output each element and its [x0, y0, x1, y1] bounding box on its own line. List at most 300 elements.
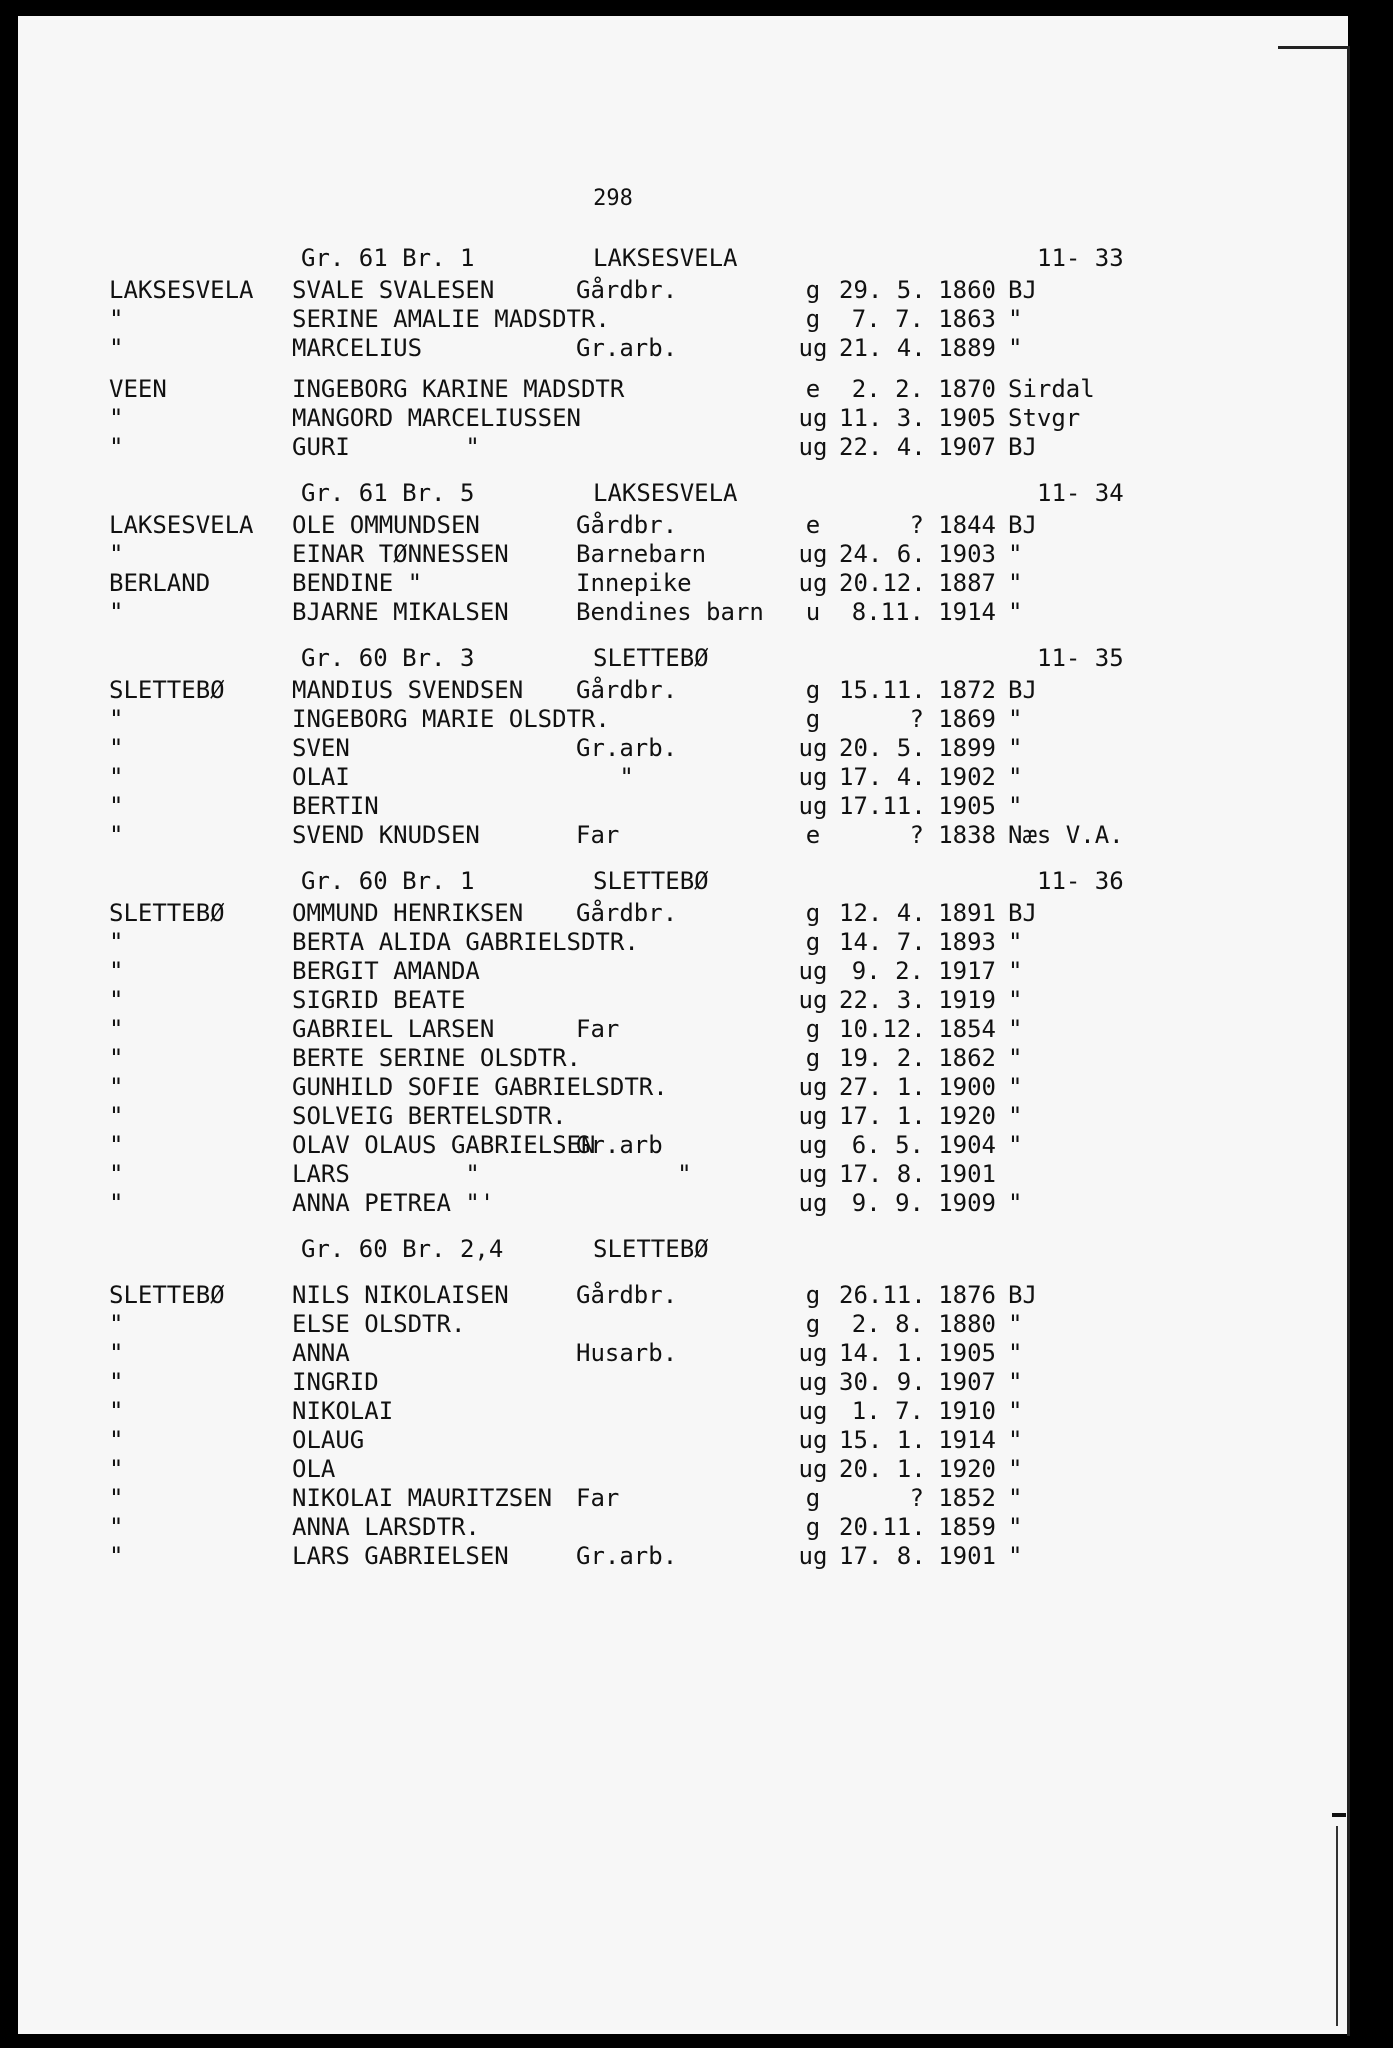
status-cell: e: [805, 821, 821, 849]
record-code: 11- 33: [1037, 244, 1124, 272]
status-cell: ug: [798, 763, 828, 791]
farm-cell: ": [109, 598, 124, 626]
name-cell: ELSE OLSDTR.: [292, 1310, 466, 1338]
status-cell: ug: [798, 734, 828, 762]
role-cell: Barnebarn: [576, 540, 707, 568]
farm-cell: ": [109, 1015, 124, 1043]
year-cell: 1887: [938, 569, 996, 597]
date-cell: 14. 1.: [839, 1339, 926, 1367]
name-cell: MANDIUS SVENDSEN: [292, 676, 524, 704]
status-cell: ug: [798, 1073, 828, 1101]
farm-cell: ": [109, 705, 124, 733]
date-cell: 9. 9.: [851, 1189, 924, 1217]
status-cell: g: [805, 276, 821, 304]
role-cell: Bendines barn: [576, 598, 764, 626]
role-cell: Far: [576, 821, 620, 849]
section-header: [18, 1235, 1348, 1264]
name-cell: BERGIT AMANDA: [292, 957, 480, 985]
name-cell: ANNA LARSDTR.: [292, 1513, 480, 1541]
date-cell: ?: [909, 821, 924, 849]
table-row: [18, 1426, 1348, 1455]
year-cell: 1905: [938, 792, 996, 820]
name-cell: OMMUND HENRIKSEN: [292, 899, 524, 927]
year-cell: 1880: [938, 1310, 996, 1338]
register-content: [18, 244, 1348, 1588]
table-row: [18, 899, 1348, 928]
name-cell: GURI ": [292, 433, 480, 461]
name-cell: LARS ": [292, 1160, 480, 1188]
status-cell: g: [805, 1484, 821, 1512]
section-header: [18, 644, 1348, 673]
role-cell: Gr.arb.: [576, 1542, 678, 1570]
birthplace-cell: ": [1008, 1189, 1023, 1217]
status-cell: ug: [798, 1397, 828, 1425]
status-cell: g: [805, 899, 821, 927]
birthplace-cell: BJ: [1008, 676, 1037, 704]
farm-cell: ": [109, 1484, 124, 1512]
date-cell: 9. 2.: [851, 957, 924, 985]
name-cell: LARS GABRIELSEN: [292, 1542, 509, 1570]
year-cell: 1893: [938, 928, 996, 956]
birthplace-cell: Næs V.A.: [1008, 821, 1124, 849]
table-row: [18, 511, 1348, 540]
table-row: [18, 305, 1348, 334]
group-number: Gr. 61 Br. 1: [301, 244, 475, 272]
birthplace-cell: ": [1008, 1044, 1023, 1072]
birthplace-cell: ": [1008, 986, 1023, 1014]
date-cell: 20.12.: [839, 569, 926, 597]
date-cell: ?: [909, 705, 924, 733]
table-row: [18, 276, 1348, 305]
place-name: LAKSESVELA: [593, 244, 738, 272]
page-border-inner: [1336, 1826, 1338, 2026]
farm-cell: ": [109, 734, 124, 762]
role-cell: Gr.arb.: [576, 734, 678, 762]
date-cell: 20.11.: [839, 1513, 926, 1541]
farm-cell: ": [109, 928, 124, 956]
table-row: [18, 1513, 1348, 1542]
name-cell: INGEBORG MARIE OLSDTR.: [292, 705, 610, 733]
farm-cell: ": [109, 792, 124, 820]
year-cell: 1899: [938, 734, 996, 762]
status-cell: ug: [798, 1160, 828, 1188]
birthplace-cell: ": [1008, 1513, 1023, 1541]
group-number: Gr. 60 Br. 3: [301, 644, 475, 672]
date-cell: 20. 5.: [839, 734, 926, 762]
farm-cell: ": [109, 1513, 124, 1541]
table-row: [18, 569, 1348, 598]
role-cell: Far: [576, 1484, 620, 1512]
status-cell: ug: [798, 1102, 828, 1130]
role-cell: [576, 1397, 787, 1426]
date-cell: 7. 7.: [851, 305, 924, 333]
birthplace-cell: ": [1008, 957, 1023, 985]
name-cell: MANGORD MARCELIUSSEN: [292, 404, 581, 432]
name-cell: SVEND KNUDSEN: [292, 821, 480, 849]
birthplace-cell: ": [1008, 792, 1023, 820]
birthplace-cell: BJ: [1008, 433, 1037, 461]
birthplace-cell: ": [1008, 1310, 1023, 1338]
role-cell: [576, 1310, 787, 1339]
farm-cell: ": [109, 763, 124, 791]
year-cell: 1901: [938, 1542, 996, 1570]
name-cell: SVALE SVALESEN: [292, 276, 495, 304]
table-row: [18, 598, 1348, 627]
farm-cell: ": [109, 1310, 124, 1338]
birthplace-cell: BJ: [1008, 1281, 1037, 1309]
date-cell: 24. 6.: [839, 540, 926, 568]
status-cell: ug: [798, 957, 828, 985]
table-row: [18, 986, 1348, 1015]
date-cell: 17. 4.: [839, 763, 926, 791]
year-cell: 1859: [938, 1513, 996, 1541]
birthplace-cell: ": [1008, 1426, 1023, 1454]
name-cell: SVEN: [292, 734, 350, 762]
date-cell: 15.11.: [839, 676, 926, 704]
household-section: [18, 479, 1348, 627]
household-section: [18, 244, 1348, 462]
year-cell: 1903: [938, 540, 996, 568]
role-cell: Gr.arb.: [576, 334, 678, 362]
place-name: SLETTEBØ: [593, 644, 709, 672]
status-cell: g: [805, 305, 821, 333]
table-row: [18, 1368, 1348, 1397]
farm-cell: ": [109, 433, 124, 461]
table-row: [18, 1310, 1348, 1339]
year-cell: 1852: [938, 1484, 996, 1512]
date-cell: ?: [909, 511, 924, 539]
page-border-top: [1278, 46, 1350, 49]
record-code: 11- 35: [1037, 644, 1124, 672]
year-cell: 1863: [938, 305, 996, 333]
table-row: [18, 676, 1348, 705]
table-row: [18, 1542, 1348, 1571]
name-cell: GABRIEL LARSEN: [292, 1015, 495, 1043]
name-cell: OLAI: [292, 763, 350, 791]
status-cell: ug: [798, 1339, 828, 1367]
farm-cell: ": [109, 1102, 124, 1130]
name-cell: INGRID: [292, 1368, 379, 1396]
date-cell: 10.12.: [839, 1015, 926, 1043]
birthplace-cell: ": [1008, 1131, 1023, 1159]
birthplace-cell: BJ: [1008, 899, 1037, 927]
status-cell: u: [805, 598, 821, 626]
status-cell: ug: [798, 1426, 828, 1454]
name-cell: ANNA PETREA "': [292, 1189, 495, 1217]
table-row: [18, 1189, 1348, 1218]
role-cell: Gårdbr.: [576, 1281, 678, 1309]
farm-cell: ": [109, 1189, 124, 1217]
name-cell: NILS NIKOLAISEN: [292, 1281, 509, 1309]
date-cell: 11. 3.: [839, 404, 926, 432]
role-cell: [576, 375, 787, 404]
farm-cell: ": [109, 1426, 124, 1454]
date-cell: 17. 8.: [839, 1542, 926, 1570]
year-cell: 1917: [938, 957, 996, 985]
table-row: [18, 1484, 1348, 1513]
table-row: [18, 1015, 1348, 1044]
status-cell: g: [805, 1310, 821, 1338]
role-cell: [576, 792, 787, 821]
year-cell: 1904: [938, 1131, 996, 1159]
farm-cell: SLETTEBØ: [109, 899, 225, 927]
year-cell: 1907: [938, 433, 996, 461]
name-cell: OLA: [292, 1455, 336, 1483]
birthplace-cell: ": [1008, 598, 1023, 626]
date-cell: 12. 4.: [839, 899, 926, 927]
role-cell: [576, 1102, 787, 1131]
year-cell: 1914: [938, 598, 996, 626]
role-cell: Husarb.: [576, 1339, 678, 1367]
table-row: [18, 1131, 1348, 1160]
year-cell: 1854: [938, 1015, 996, 1043]
date-cell: 22. 3.: [839, 986, 926, 1014]
table-row: [18, 734, 1348, 763]
role-cell: Gårdbr.: [576, 676, 678, 704]
date-cell: 17. 1.: [839, 1102, 926, 1130]
status-cell: ug: [798, 986, 828, 1014]
birthplace-cell: ": [1008, 1542, 1023, 1570]
year-cell: 1862: [938, 1044, 996, 1072]
date-cell: 14. 7.: [839, 928, 926, 956]
status-cell: g: [805, 676, 821, 704]
role-cell: [576, 986, 787, 1015]
table-row: [18, 1397, 1348, 1426]
birthplace-cell: ": [1008, 763, 1023, 791]
status-cell: e: [805, 511, 821, 539]
role-cell: [576, 1455, 787, 1484]
group-number: Gr. 60 Br. 2,4: [301, 1235, 504, 1263]
year-cell: 1901: [938, 1160, 996, 1188]
role-cell: ": [576, 1160, 692, 1188]
birthplace-cell: ": [1008, 1015, 1023, 1043]
role-cell: [576, 1073, 787, 1102]
year-cell: 1909: [938, 1189, 996, 1217]
status-cell: ug: [798, 404, 828, 432]
date-cell: 6. 5.: [851, 1131, 924, 1159]
farm-cell: ": [109, 1339, 124, 1367]
year-cell: 1907: [938, 1368, 996, 1396]
farm-cell: ": [109, 821, 124, 849]
table-row: [18, 821, 1348, 850]
date-cell: 19. 2.: [839, 1044, 926, 1072]
page-number: 298: [593, 186, 633, 211]
date-cell: 20. 1.: [839, 1455, 926, 1483]
farm-cell: ": [109, 986, 124, 1014]
farm-cell: SLETTEBØ: [109, 1281, 225, 1309]
status-cell: ug: [798, 540, 828, 568]
table-row: [18, 1339, 1348, 1368]
role-cell: [576, 305, 787, 334]
table-row: [18, 1073, 1348, 1102]
table-row: [18, 1102, 1348, 1131]
role-cell: [576, 1513, 787, 1542]
group-number: Gr. 60 Br. 1: [301, 867, 475, 895]
farm-cell: ": [109, 305, 124, 333]
status-cell: ug: [798, 1542, 828, 1570]
year-cell: 1869: [938, 705, 996, 733]
year-cell: 1844: [938, 511, 996, 539]
name-cell: MARCELIUS: [292, 334, 423, 362]
name-cell: BERTA ALIDA GABRIELSDTR.: [292, 928, 639, 956]
birthplace-cell: ": [1008, 928, 1023, 956]
role-cell: [576, 1368, 787, 1397]
date-cell: ?: [909, 1484, 924, 1512]
name-cell: EINAR TØNNESSEN: [292, 540, 509, 568]
birthplace-cell: Stvgr: [1008, 404, 1081, 432]
name-cell: SERINE AMALIE MADSDTR.: [292, 305, 610, 333]
date-cell: 2. 8.: [851, 1310, 924, 1338]
status-cell: ug: [798, 433, 828, 461]
farm-cell: LAKSESVELA: [109, 276, 254, 304]
role-cell: [576, 928, 787, 957]
status-cell: ug: [798, 569, 828, 597]
name-cell: BERTE SERINE OLSDTR.: [292, 1044, 581, 1072]
farm-cell: ": [109, 404, 124, 432]
table-row: [18, 763, 1348, 792]
role-cell: [576, 1189, 787, 1218]
date-cell: 22. 4.: [839, 433, 926, 461]
birthplace-cell: ": [1008, 334, 1023, 362]
name-cell: OLAV OLAUS GABRIELSEN: [292, 1131, 596, 1159]
birthplace-cell: ": [1008, 569, 1023, 597]
status-cell: ug: [798, 792, 828, 820]
section-header: [18, 244, 1348, 273]
farm-cell: ": [109, 1368, 124, 1396]
table-row: [18, 957, 1348, 986]
name-cell: BJARNE MIKALSEN: [292, 598, 509, 626]
name-cell: ANNA: [292, 1339, 350, 1367]
farm-cell: ": [109, 1397, 124, 1425]
role-cell: ": [576, 763, 634, 791]
table-row: [18, 792, 1348, 821]
birthplace-cell: ": [1008, 734, 1023, 762]
farm-cell: ": [109, 1131, 124, 1159]
status-cell: ug: [798, 1189, 828, 1217]
year-cell: 1905: [938, 1339, 996, 1367]
birthplace-cell: BJ: [1008, 276, 1037, 304]
farm-cell: ": [109, 540, 124, 568]
status-cell: ug: [798, 1368, 828, 1396]
role-cell: Gr.arb: [576, 1131, 663, 1159]
name-cell: BERTIN: [292, 792, 379, 820]
name-cell: INGEBORG KARINE MADSDTR: [292, 375, 625, 403]
place-name: SLETTEBØ: [593, 867, 709, 895]
name-cell: BENDINE ": [292, 569, 423, 597]
household-section: [18, 644, 1348, 850]
document-page: [18, 16, 1348, 2034]
table-row: [18, 404, 1348, 433]
status-cell: ug: [798, 1131, 828, 1159]
role-cell: Gårdbr.: [576, 899, 678, 927]
farm-cell: ": [109, 1542, 124, 1570]
role-cell: [576, 957, 787, 986]
table-row: [18, 1281, 1348, 1310]
farm-cell: LAKSESVELA: [109, 511, 254, 539]
birthplace-cell: ": [1008, 1339, 1023, 1367]
edge-mark: [1332, 1813, 1346, 1817]
year-cell: 1870: [938, 375, 996, 403]
status-cell: g: [805, 1513, 821, 1541]
status-cell: e: [805, 375, 821, 403]
date-cell: 17.11.: [839, 792, 926, 820]
place-name: LAKSESVELA: [593, 479, 738, 507]
date-cell: 2. 2.: [851, 375, 924, 403]
birthplace-cell: ": [1008, 1455, 1023, 1483]
status-cell: ug: [798, 334, 828, 362]
farm-cell: ": [109, 957, 124, 985]
table-row: [18, 705, 1348, 734]
year-cell: 1905: [938, 404, 996, 432]
record-code: 11- 36: [1037, 867, 1124, 895]
place-name: SLETTEBØ: [593, 1235, 709, 1263]
birthplace-cell: ": [1008, 705, 1023, 733]
status-cell: g: [805, 928, 821, 956]
birthplace-cell: ": [1008, 1368, 1023, 1396]
date-cell: 1. 7.: [851, 1397, 924, 1425]
date-cell: 15. 1.: [839, 1426, 926, 1454]
name-cell: OLE OMMUNDSEN: [292, 511, 480, 539]
role-cell: Far: [576, 1015, 620, 1043]
name-cell: NIKOLAI: [292, 1397, 394, 1425]
table-row: [18, 375, 1348, 404]
section-header: [18, 479, 1348, 508]
role-cell: [576, 1044, 787, 1073]
farm-cell: VEEN: [109, 375, 167, 403]
role-cell: Gårdbr.: [576, 276, 678, 304]
record-code: 11- 34: [1037, 479, 1124, 507]
year-cell: 1920: [938, 1102, 996, 1130]
table-row: [18, 540, 1348, 569]
birthplace-cell: ": [1008, 1073, 1023, 1101]
farm-cell: SLETTEBØ: [109, 676, 225, 704]
section-header: [18, 867, 1348, 896]
table-row: [18, 433, 1348, 462]
date-cell: 8.11.: [851, 598, 924, 626]
table-row: [18, 1455, 1348, 1484]
farm-cell: ": [109, 1073, 124, 1101]
status-cell: g: [805, 705, 821, 733]
year-cell: 1910: [938, 1397, 996, 1425]
birthplace-cell: ": [1008, 1397, 1023, 1425]
role-cell: [576, 705, 787, 734]
year-cell: 1902: [938, 763, 996, 791]
name-cell: NIKOLAI MAURITZSEN: [292, 1484, 553, 1512]
date-cell: 21. 4.: [839, 334, 926, 362]
date-cell: 30. 9.: [839, 1368, 926, 1396]
status-cell: g: [805, 1044, 821, 1072]
year-cell: 1838: [938, 821, 996, 849]
household-section: [18, 867, 1348, 1218]
year-cell: 1919: [938, 986, 996, 1014]
table-row: [18, 334, 1348, 363]
date-cell: 26.11.: [839, 1281, 926, 1309]
farm-cell: ": [109, 1455, 124, 1483]
birthplace-cell: BJ: [1008, 511, 1037, 539]
name-cell: SOLVEIG BERTELSDTR.: [292, 1102, 567, 1130]
year-cell: 1891: [938, 899, 996, 927]
date-cell: 29. 5.: [839, 276, 926, 304]
birthplace-cell: ": [1008, 305, 1023, 333]
year-cell: 1920: [938, 1455, 996, 1483]
household-section: [18, 1235, 1348, 1571]
birthplace-cell: ": [1008, 1484, 1023, 1512]
birthplace-cell: [996, 1160, 1008, 1189]
status-cell: ug: [798, 1455, 828, 1483]
name-cell: SIGRID BEATE: [292, 986, 466, 1014]
date-cell: 17. 8.: [839, 1160, 926, 1188]
table-row: [18, 928, 1348, 957]
